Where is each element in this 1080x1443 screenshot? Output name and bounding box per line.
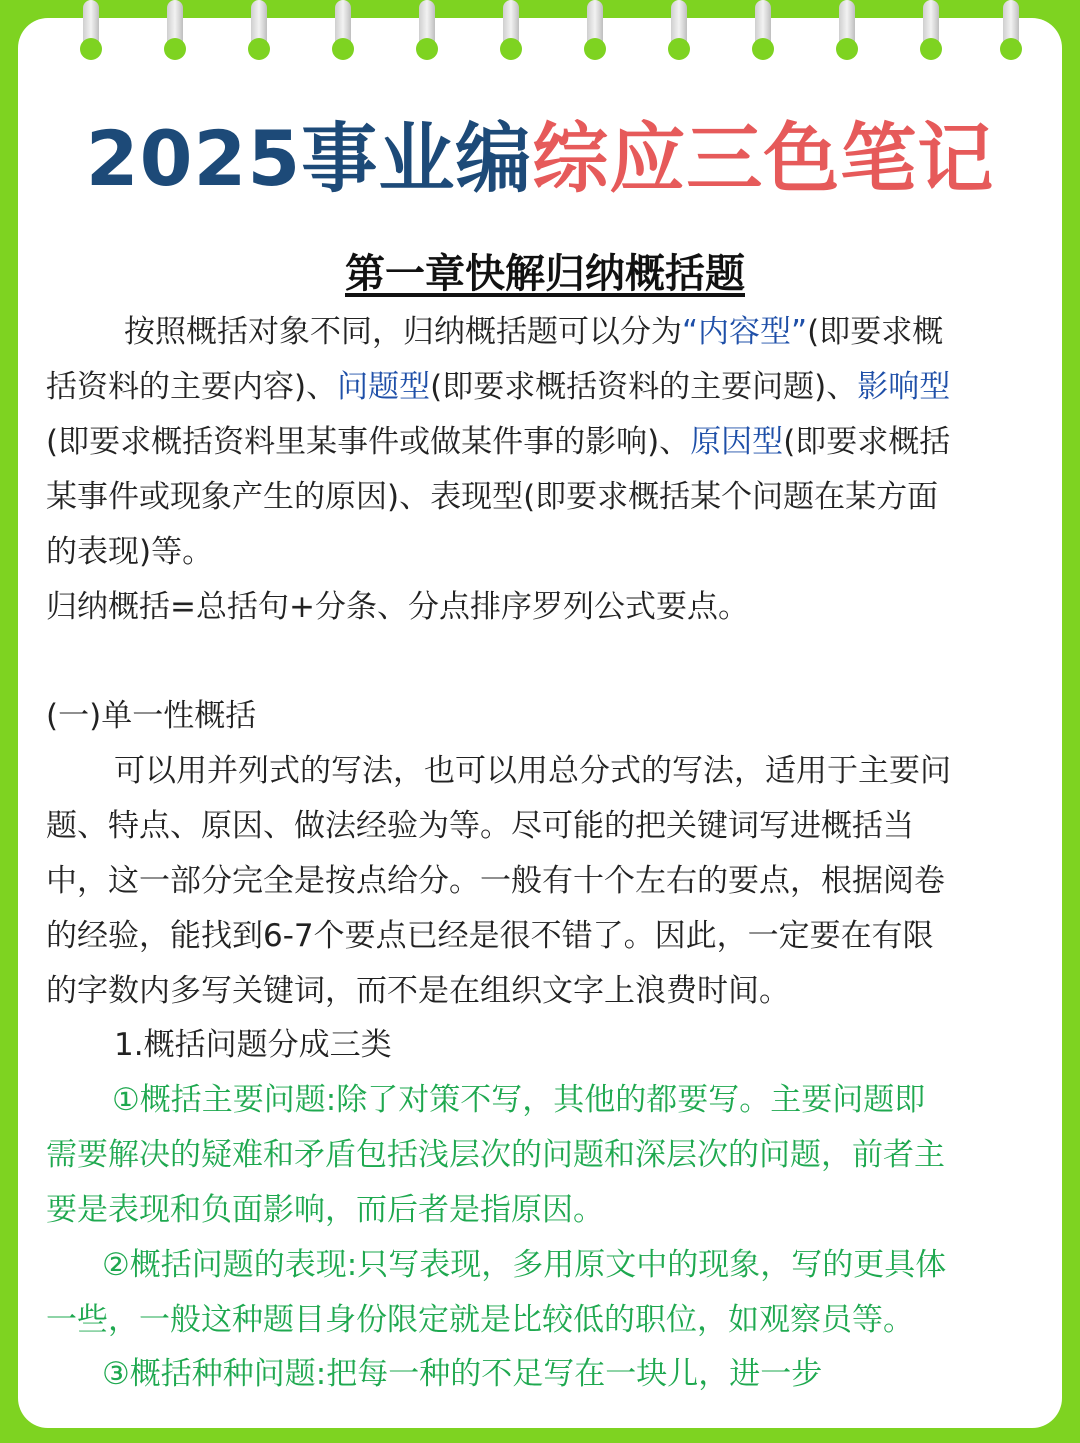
title-blue: 2025事业编 [85, 114, 533, 203]
green-item-2-line-1: ②概括问题的表现:只写表现，多用原文中的现象，写的更具体 [102, 1247, 947, 1283]
intro-line-5: 的表现)等。 [46, 534, 214, 570]
subheading: 1.概括问题分成三类 [114, 1027, 392, 1063]
section-paragraph-line: 可以用并列式的写法，也可以用总分式的写法，适用于主要问 [114, 753, 951, 789]
intro-text: (即要求概 [807, 314, 944, 350]
green-item-2-line-2: 一些，一般这种题目身份限定就是比较低的职位，如观察员等。 [46, 1302, 914, 1338]
page-title [0, 98, 1080, 207]
green-item-3-line-1: ③概括种种问题:把每一种的不足写在一块儿，进一步 [102, 1356, 823, 1392]
section-paragraph-line: 中，这一部分完全是按点给分。一般有十个左右的要点，根据阅卷 [46, 863, 945, 899]
intro-text: (即要求概括资料的主要问题)、 [430, 369, 858, 405]
intro-text: 括资料的主要内容)、 [46, 369, 338, 405]
title-red: 综应三色笔记 [532, 114, 995, 203]
keyword-problem-type: 问题型 [337, 369, 431, 405]
intro-text: (即要求概括资料里某事件或做某件事的影响)、 [46, 424, 691, 460]
green-item-1-line-3: 要是表现和负面影响，而后者是指原因。 [46, 1192, 604, 1228]
section-paragraph-line: 的经验，能找到6-7个要点已经是很不错了。因此，一定要在有限 [46, 918, 934, 954]
section-heading: (一)单一性概括 [46, 698, 257, 734]
intro-line-3 [46, 422, 950, 462]
intro-line-4: 某事件或现象产生的原因)、表现型(即要求概括某个问题在某方面 [46, 479, 939, 515]
section-paragraph-line: 的字数内多写关键词，而不是在组织文字上浪费时间。 [46, 973, 790, 1009]
green-item-1-line-2: 需要解决的疑难和矛盾包括浅层次的问题和深层次的问题，前者主 [46, 1137, 945, 1173]
formula-line: 归纳概括=总括句+分条、分点排序罗列公式要点。 [46, 589, 749, 625]
green-item-1-line-1: ①概括主要问题:除了对策不写，其他的都要写。主要问题即 [112, 1082, 926, 1118]
chapter-title: 第一章快解归纳概括题 [345, 251, 745, 297]
intro-text: (即要求概括 [783, 424, 951, 460]
intro-text: 按照概括对象不同，归纳概括题可以分为 [124, 314, 682, 350]
notebook-rings [0, 0, 1080, 70]
keyword-content-type: “内容型” [682, 314, 808, 350]
section-paragraph-line: 题、特点、原因、做法经验为等。尽可能的把关键词写进概括当 [46, 808, 914, 844]
keyword-cause-type: 原因型 [690, 424, 784, 460]
keyword-impact-type: 影响型 [857, 369, 951, 405]
intro-line-1 [124, 312, 943, 352]
intro-line-2 [46, 367, 950, 407]
